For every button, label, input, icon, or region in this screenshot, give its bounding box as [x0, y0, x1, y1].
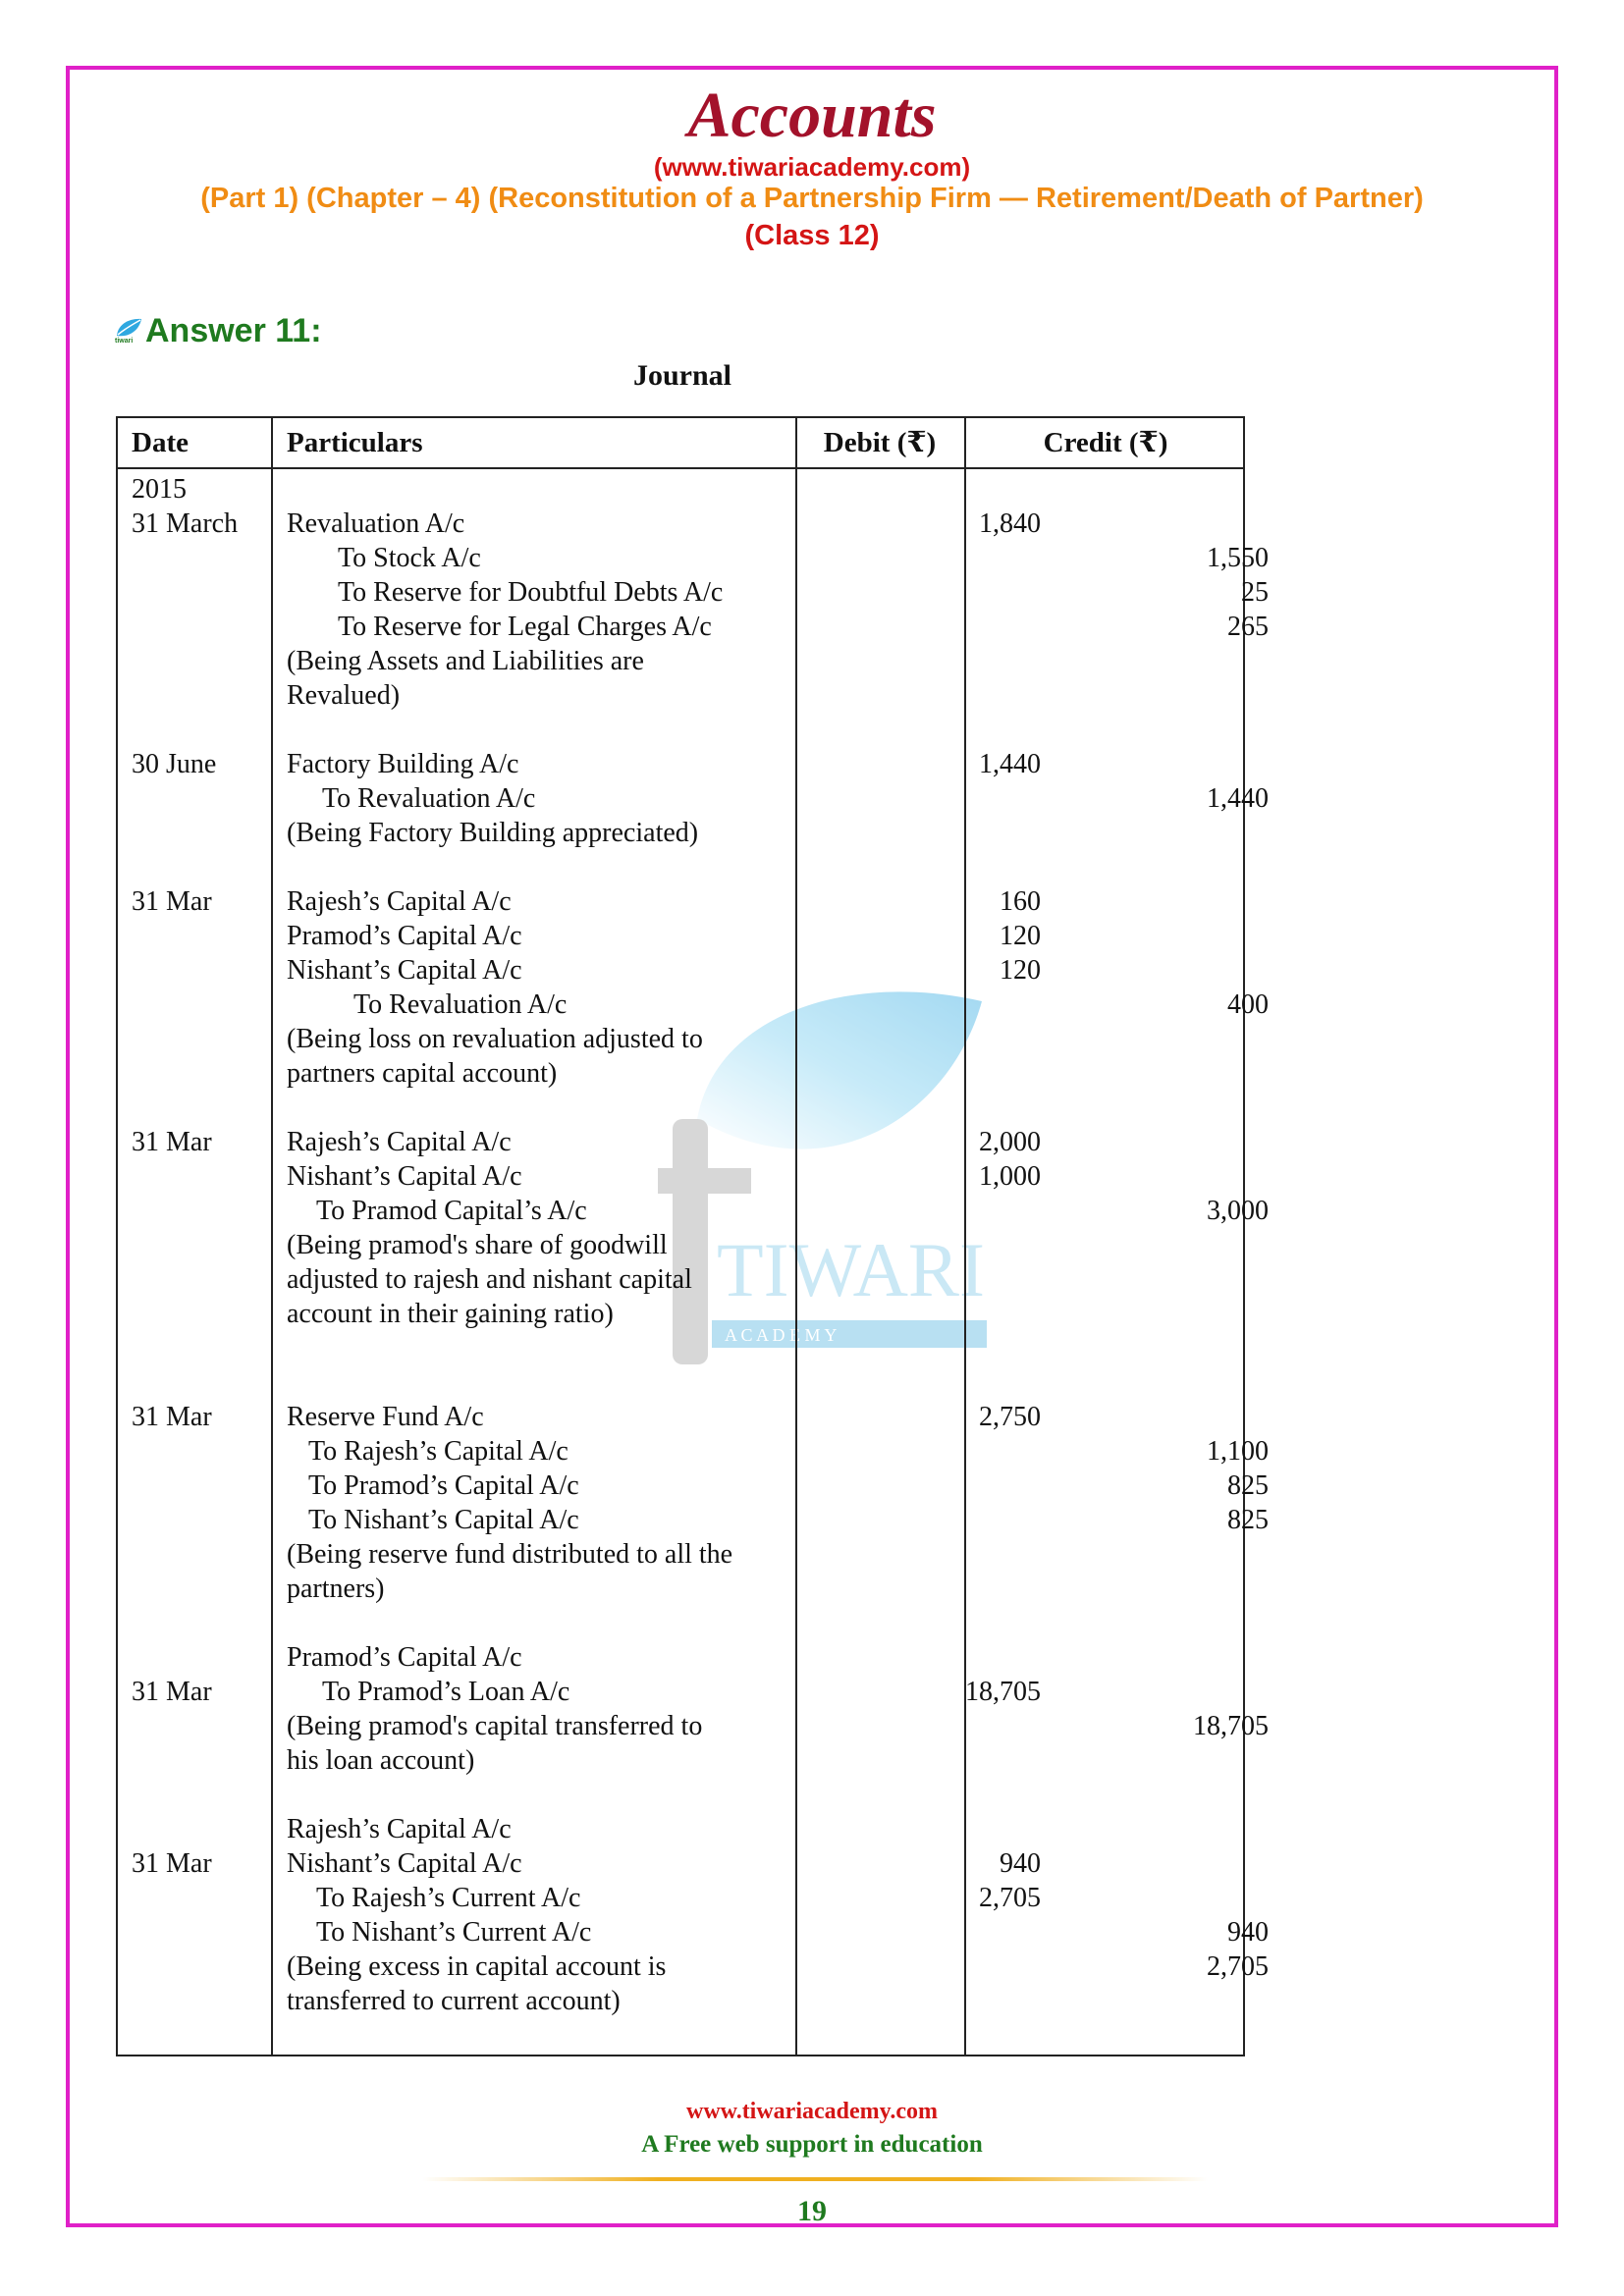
journal-title: Journal [632, 359, 732, 392]
table-row [118, 1915, 1269, 1949]
row-debit: 18,705 [965, 1677, 1041, 1707]
row-particulars: To Pramod’s Capital A/c [308, 1470, 579, 1501]
row-credit: 2,705 [1207, 1951, 1269, 1982]
footer-website: www.tiwariacademy.com [686, 2099, 938, 2124]
tiwari-leaf-logo-icon [114, 314, 143, 352]
row-particulars: To Pramod Capital’s A/c [316, 1196, 587, 1226]
table-row [118, 1159, 1247, 1194]
row-particulars: his loan account) [287, 1745, 475, 1776]
row-date: 31 Mar [132, 1127, 212, 1157]
header-website: (www.tiwariacademy.com) [653, 152, 971, 182]
row-particulars: To Revaluation A/c [353, 989, 568, 1020]
row-credit: 400 [1227, 989, 1269, 1020]
row-particulars: Revaluation A/c [287, 508, 465, 539]
page-title: Accounts [687, 80, 937, 151]
row-date: 31 March [132, 508, 239, 539]
row-credit: 3,000 [1207, 1196, 1269, 1226]
row-credit: 265 [1227, 612, 1269, 642]
table-row [118, 678, 1247, 713]
row-date: 2015 [132, 474, 187, 505]
table-row [118, 1022, 1247, 1056]
header-separator [118, 467, 1243, 469]
svg-text:TIWARI: TIWARI [717, 1227, 985, 1312]
row-date: 30 June [132, 749, 217, 779]
row-debit: 120 [1000, 955, 1041, 986]
row-particulars: Rajesh’s Capital A/c [287, 886, 512, 917]
table-row [118, 610, 1269, 644]
row-particulars: Nishant’s Capital A/c [287, 1161, 522, 1192]
table-row [118, 781, 1269, 816]
table-row [118, 919, 1247, 953]
table-row [118, 507, 1247, 541]
table-row [118, 1125, 1247, 1159]
row-credit: 1,440 [1207, 783, 1269, 814]
row-particulars: Revalued) [287, 680, 401, 711]
table-row [118, 1846, 1247, 1881]
table-row [118, 1400, 1247, 1434]
row-particulars: partners) [287, 1574, 385, 1604]
row-credit: 940 [1227, 1917, 1269, 1948]
table-row [118, 1056, 1247, 1091]
column-header-date: Date [132, 427, 189, 458]
row-particulars: adjusted to rajesh and nishant capital [287, 1264, 692, 1295]
row-particulars: (Being reserve fund distributed to all the [287, 1539, 733, 1570]
row-particulars: Rajesh’s Capital A/c [287, 1127, 512, 1157]
row-particulars: To Reserve for Legal Charges A/c [338, 612, 712, 642]
page-number: 19 [797, 2195, 827, 2227]
row-particulars: To Nishant’s Capital A/c [308, 1505, 579, 1535]
row-particulars: account in their gaining ratio) [287, 1299, 614, 1329]
row-credit: 1,100 [1207, 1436, 1269, 1467]
row-date: 31 Mar [132, 886, 212, 917]
row-debit: 1,000 [979, 1161, 1041, 1192]
table-row [118, 1709, 1269, 1743]
table-row [118, 1675, 1247, 1709]
row-particulars: To Rajesh’s Current A/c [316, 1883, 581, 1913]
row-particulars: (Being pramod's share of goodwill [287, 1230, 668, 1260]
table-row [118, 747, 1247, 781]
column-header-particulars: Particulars [287, 427, 423, 458]
row-particulars: (Being Factory Building appreciated) [287, 818, 699, 848]
row-particulars: To Nishant’s Current A/c [316, 1917, 592, 1948]
table-row [118, 1262, 1247, 1297]
row-debit: 2,000 [979, 1127, 1041, 1157]
row-credit: 825 [1227, 1470, 1269, 1501]
row-date: 31 Mar [132, 1402, 212, 1432]
row-debit: 2,750 [979, 1402, 1041, 1432]
row-particulars: Rajesh’s Capital A/c [287, 1814, 512, 1844]
table-row [118, 1640, 1247, 1675]
row-particulars: partners capital account) [287, 1058, 558, 1089]
row-particulars: (Being Assets and Liabilities are [287, 646, 644, 676]
table-row [118, 644, 1247, 678]
row-particulars: To Pramod’s Loan A/c [322, 1677, 570, 1707]
row-particulars: Reserve Fund A/c [287, 1402, 484, 1432]
row-particulars: To Reserve for Doubtful Debts A/c [338, 577, 724, 608]
row-date: 31 Mar [132, 1848, 212, 1879]
footer-tagline: A Free web support in education [641, 2131, 983, 2158]
table-row [118, 1434, 1269, 1468]
column-header-debit: Debit (₹) [823, 427, 937, 458]
row-debit: 160 [1000, 886, 1041, 917]
table-row [118, 1468, 1269, 1503]
table-row [118, 1537, 1247, 1572]
row-particulars: To Revaluation A/c [322, 783, 536, 814]
row-debit: 940 [1000, 1848, 1041, 1879]
table-row [118, 1984, 1247, 2018]
table-row [118, 816, 1247, 850]
row-particulars: To Rajesh’s Capital A/c [308, 1436, 568, 1467]
row-date: 31 Mar [132, 1677, 212, 1707]
row-particulars: Pramod’s Capital A/c [287, 921, 522, 951]
row-particulars: Factory Building A/c [287, 749, 519, 779]
answer-label: Answer 11: [145, 312, 322, 349]
row-credit: 1,550 [1207, 543, 1269, 573]
table-row [118, 1194, 1269, 1228]
chapter-heading: (Part 1) (Chapter – 4) (Reconstitution of a Partnership Firm — Retirement/Death of Partner) [200, 183, 1424, 214]
row-particulars: (Being loss on revaluation adjusted to [287, 1024, 703, 1054]
row-debit: 1,840 [979, 508, 1041, 539]
answer-heading [114, 312, 322, 352]
table-row [118, 472, 1247, 507]
table-row [118, 1881, 1247, 1915]
table-row [118, 1228, 1247, 1262]
footer-divider [422, 2177, 1208, 2181]
row-particulars: (Being excess in capital account is [287, 1951, 667, 1982]
table-row [118, 575, 1269, 610]
table-row [118, 1503, 1269, 1537]
row-particulars: Pramod’s Capital A/c [287, 1642, 522, 1673]
row-particulars: Nishant’s Capital A/c [287, 955, 522, 986]
svg-text:A C A D E M Y: A C A D E M Y [725, 1325, 838, 1345]
svg-text:tiwari: tiwari [115, 337, 134, 344]
table-row [118, 541, 1269, 575]
row-particulars: Nishant’s Capital A/c [287, 1848, 522, 1879]
row-credit: 825 [1227, 1505, 1269, 1535]
table-row [118, 953, 1247, 988]
row-particulars: To Stock A/c [338, 543, 481, 573]
table-row [118, 1949, 1269, 1984]
table-row [118, 988, 1269, 1022]
table-row [118, 1743, 1247, 1778]
row-debit: 120 [1000, 921, 1041, 951]
class-label: (Class 12) [744, 220, 880, 251]
row-debit: 1,440 [979, 749, 1041, 779]
table-row [118, 1297, 1247, 1331]
row-credit: 18,705 [1193, 1711, 1269, 1741]
row-credit: 25 [1241, 577, 1269, 608]
row-particulars: transferred to current account) [287, 1986, 621, 2016]
row-particulars: (Being pramod's capital transferred to [287, 1711, 703, 1741]
column-header-credit: Credit (₹) [1043, 427, 1168, 458]
table-row [118, 1572, 1247, 1606]
journal-table [116, 416, 1269, 2056]
row-debit: 2,705 [979, 1883, 1041, 1913]
table-row [118, 1812, 1247, 1846]
table-row [118, 884, 1247, 919]
